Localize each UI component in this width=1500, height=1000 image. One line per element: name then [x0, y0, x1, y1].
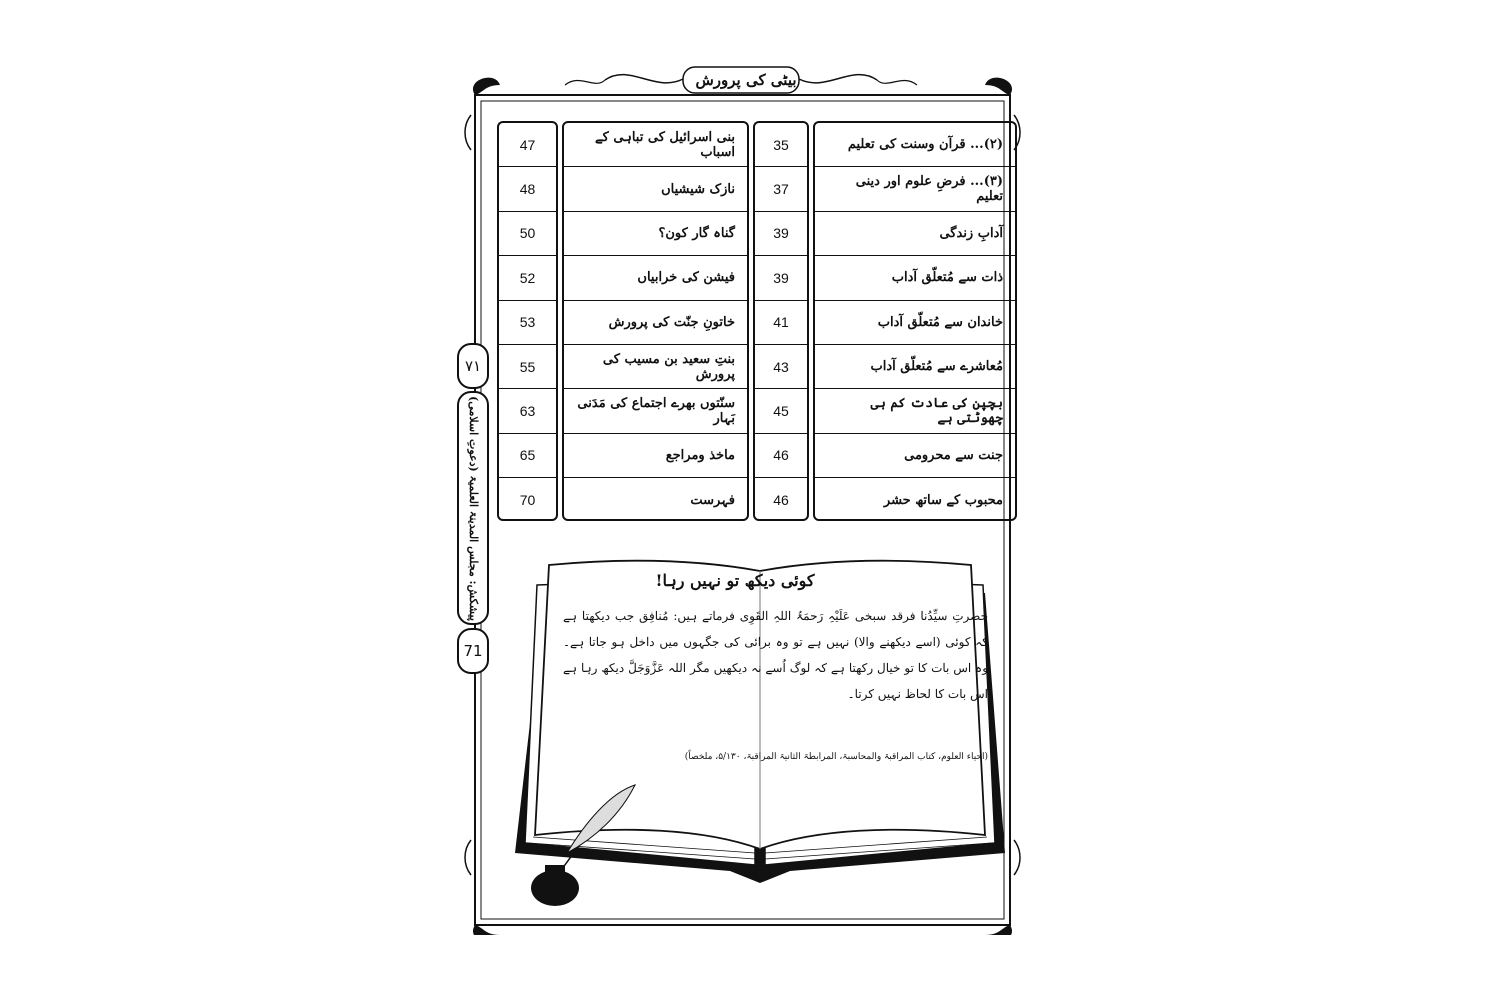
book-page [455, 55, 1030, 935]
toc-entry-page: 46 [755, 434, 807, 478]
toc-entry-page: 35 [755, 123, 807, 167]
toc-entry-title: خاتونِ جنّت کی پرورش [564, 301, 747, 345]
toc-column-left-titles [562, 121, 749, 521]
toc-entry-title: بنی اسرائیل کی تباہی کے اسباب [564, 123, 747, 167]
toc-entry-page: 45 [755, 389, 807, 433]
toc-entry-title: مُعاشرے سے مُتعلّق آداب [815, 345, 1015, 389]
toc-entry-page: 55 [499, 345, 556, 389]
contents-table [497, 121, 1017, 521]
toc-entry-title: بچپن کی عادت کم ہی چھوٹتی ہے [815, 389, 1015, 433]
page-header-title: بیٹی کی پرورش [695, 71, 797, 89]
toc-entry-page: 50 [499, 212, 556, 256]
publisher-label [457, 391, 489, 625]
toc-entry-title: (۳)... فرضِ علوم اور دینی تعلیم [815, 167, 1015, 211]
toc-entry-page: 70 [519, 492, 536, 509]
page-number: 71 [457, 628, 489, 674]
toc-entry-page: 48 [499, 167, 556, 211]
toc-entry-page: 63 [499, 389, 556, 433]
toc-entry-page: 52 [499, 256, 556, 300]
toc-entry-page: 39 [755, 212, 807, 256]
toc-entry-title: جنت سے محرومی [815, 434, 1015, 478]
toc-entry-title: فہرست [690, 492, 735, 508]
toc-entry-title: (۲)... قرآن وسنت کی تعلیم [815, 123, 1015, 167]
toc-entry-title: آدابِ زندگی [815, 212, 1015, 256]
toc-entry-title: گناہ گار کون؟ [564, 212, 747, 256]
toc-entry-page: 41 [755, 301, 807, 345]
toc-entry-page: 46 [773, 492, 789, 509]
toc-entry-page: 65 [499, 434, 556, 478]
toc-entry-title: ماخذ ومراجع [564, 434, 747, 478]
toc-entry-title: محبوب کے ساتھ حشر [883, 492, 1003, 508]
toc-entry-title: فیشن کی خرابیاں [564, 256, 747, 300]
toc-entry-title: نازک شیشیاں [564, 167, 747, 211]
toc-entry-page: 43 [755, 345, 807, 389]
toc-entry-page: 37 [755, 167, 807, 211]
story-text: حضرتِ سیِّدُنا فرقد سبخی عَلَیْہِ رَحمَۃُ اللہِ القَوِی فرماتے ہیں: مُنافِق جب دیکھتا ہے کہ کوئی (اسے دیکھنے والا) نہیں ہے تو وہ برائی کی جگہوں میں داخل ہو جاتا ہے۔ وہ اس بات کا تو خیال رکھتا ہے کہ لوگ اُسے نہ دیکھیں مگر اللہ عَزَّوَجَلَّ دیکھ رہا ہے اس بات کا لحاظ نہیں کرتا۔ [563, 609, 988, 701]
toc-entry-page: 47 [499, 123, 556, 167]
toc-entry-title: ذات سے مُتعلّق آداب [815, 256, 1015, 300]
story-heading: کوئی دیکھ تو نہیں رہا! [655, 571, 815, 590]
toc-entry-page: 53 [499, 301, 556, 345]
toc-entry-title: سنّتوں بھرے اجتماع کی مَدَنی بَہار [564, 389, 747, 433]
toc-column-right-pages [753, 121, 809, 521]
toc-column-left-pages [497, 121, 558, 521]
toc-column-right-titles [813, 121, 1017, 521]
toc-entry-page: 39 [755, 256, 807, 300]
toc-entry-title: خاندان سے مُتعلّق آداب [815, 301, 1015, 345]
story-reference: (احیاء العلوم، کتاب المراقبۃ والمحاسبۃ، المرابطۃ الثانیۃ المراقبۃ، ۵/۱۳۰، ملخصاً) [684, 752, 988, 762]
toc-entry-title: بنتِ سعید بن مسیب کی پرورش [564, 345, 747, 389]
publisher-label-text: پیشکش: مجلس المدینۃ العلمیۃ (دعوتِ اسلامی) [466, 395, 480, 621]
page-number-urdu: ۷۱ [457, 343, 489, 389]
